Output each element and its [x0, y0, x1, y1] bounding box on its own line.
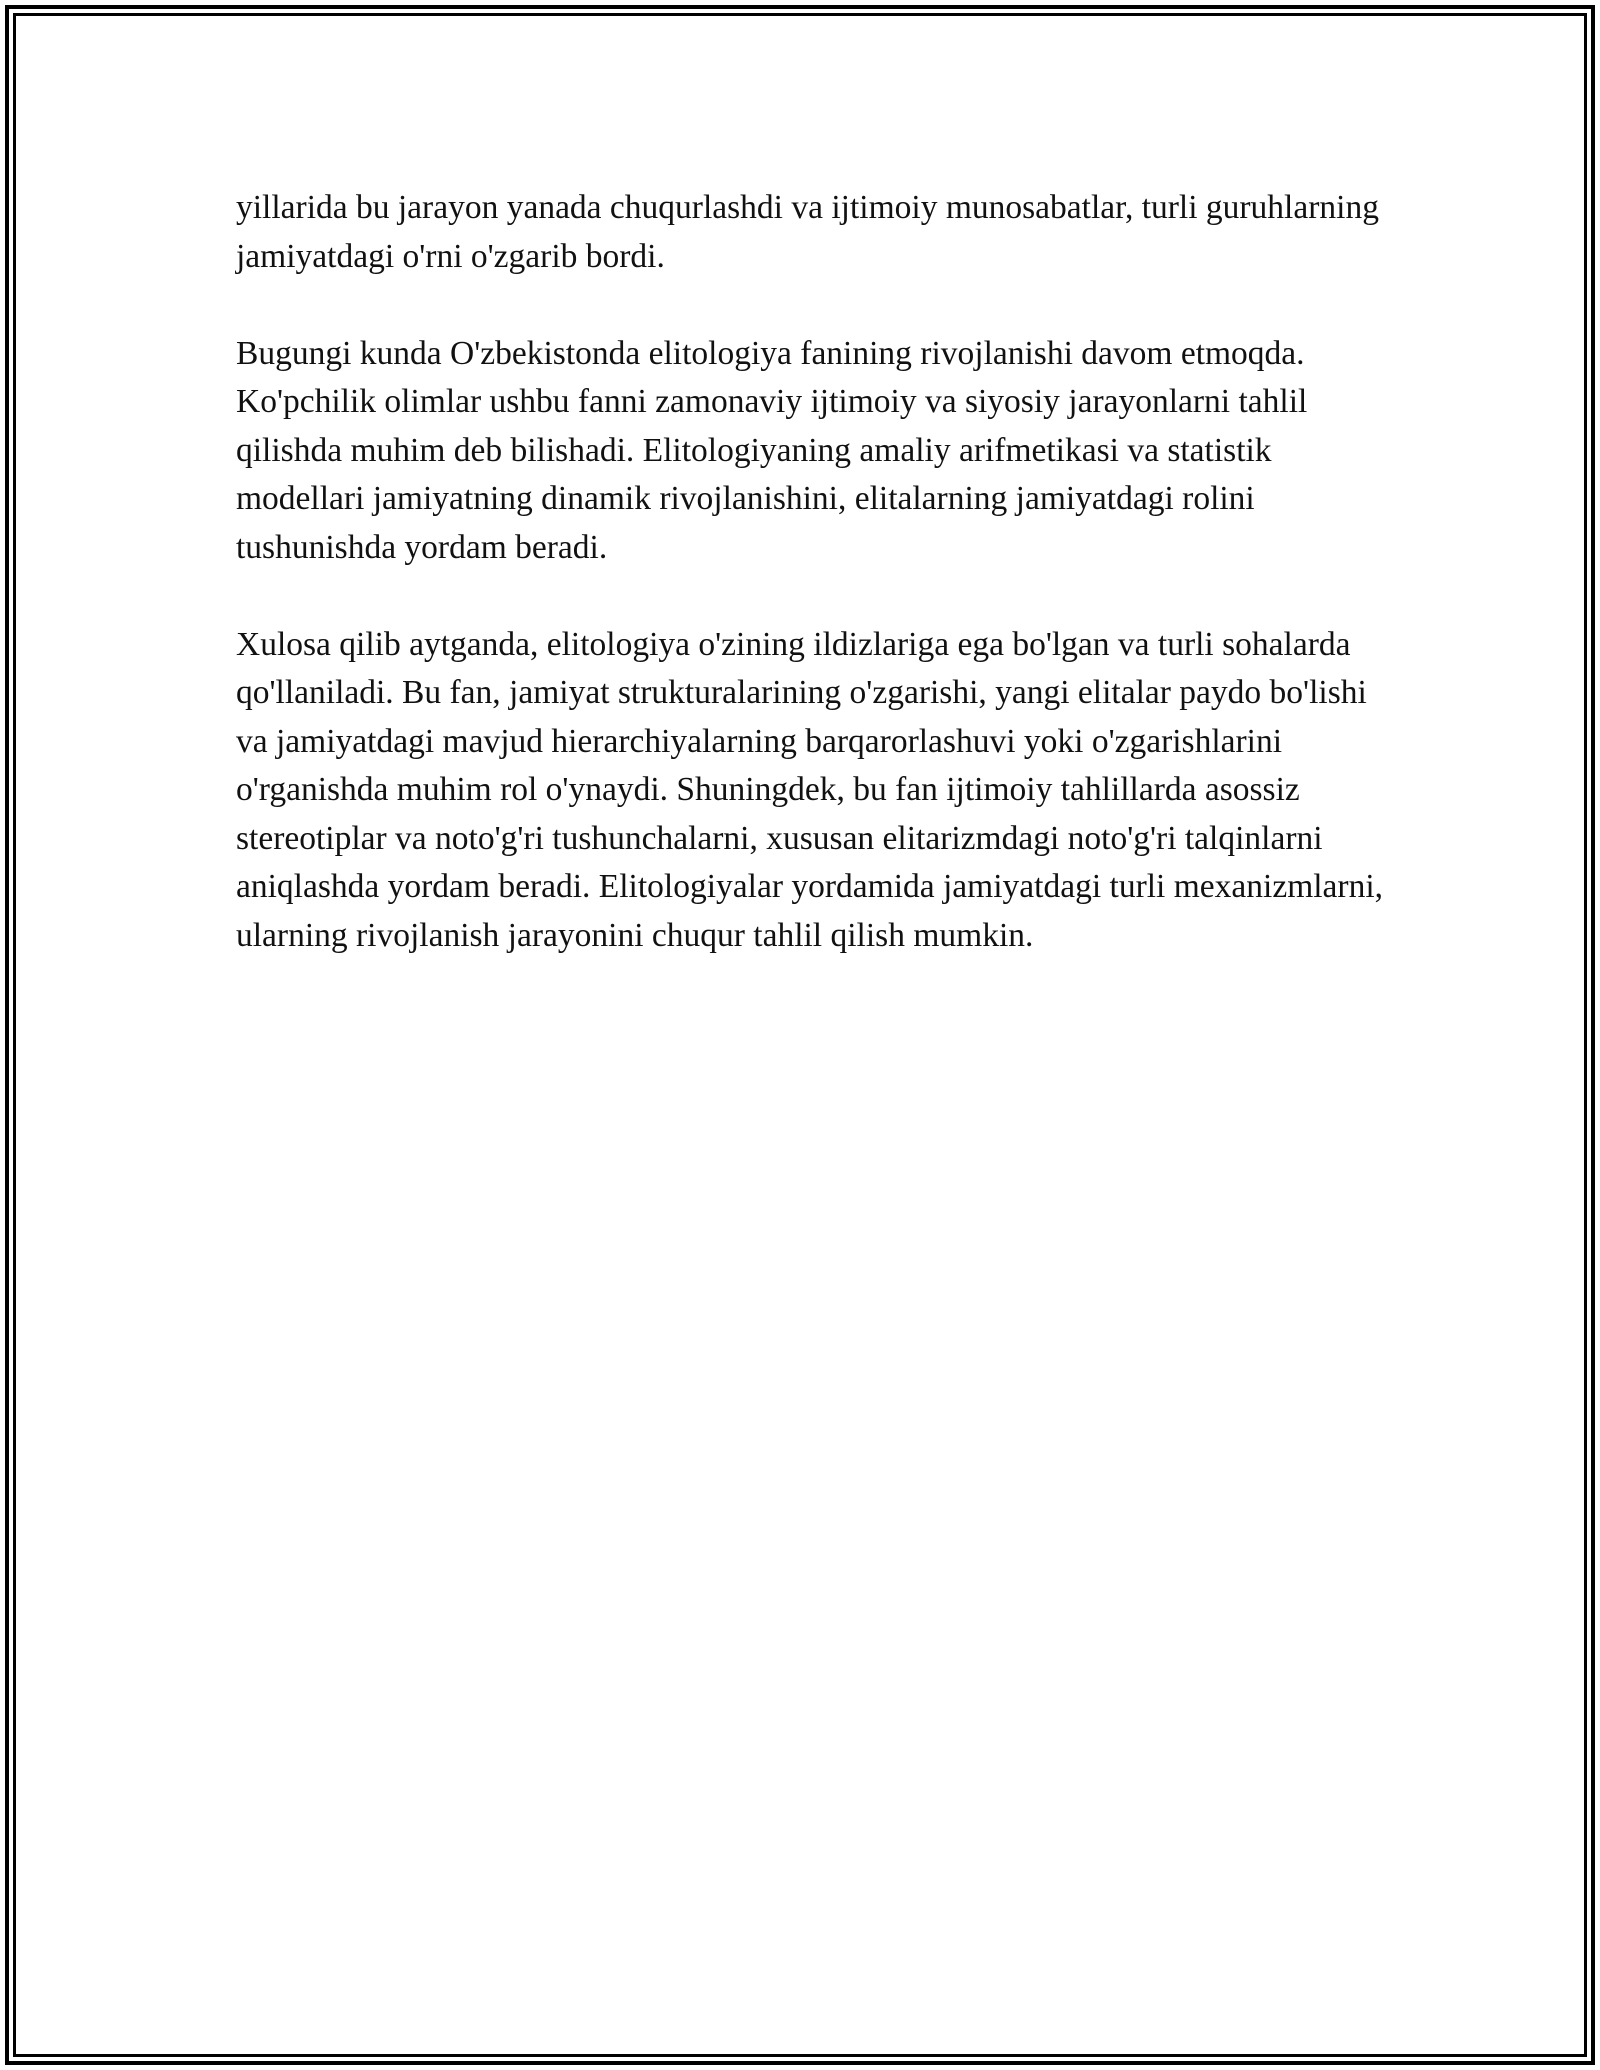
paragraph-2: Bugungi kunda O'zbekistonda elitologiya fanining rivojlanishi davom etmoqda. Ko'pchilik olimlar ushbu fanni zamonaviy ijtimoiy va siyosiy jarayonlarni tahlil qilishda muhim deb bilishadi. Elitologiyaning amaliy arifmetikasi va statistik modellari jamiyatning dinamik rivojlanishini, elitalarning jamiyatdagi rolini tushunishda yordam beradi. — [236, 334, 1308, 566]
document-body — [236, 184, 1386, 1009]
paragraph-1: yillarida bu jarayon yanada chuqurlashdi va ijtimoiy munosabatlar, turli guruhlarning jamiyatdagi o'rni o'zgarib bordi. — [236, 189, 1379, 275]
paragraph-3: Xulosa qilib aytganda, elitologiya o'zining ildizlariga ega bo'lgan va turli sohalarda qo'llaniladi. Bu fan, jamiyat strukturalarining o'zgarishi, yangi elitalar paydo bo'lishi va jamiyatdagi mavjud hierarchiyalarning barqarorlashuvi yoki o'zgarishlarini o'rganishda muhim rol o'ynaydi. Shuningdek, bu fan ijtimoiy tahlillarda asossiz stereotiplar va noto'g'ri tushunchalarni, xususan elitarizmdagi noto'g'ri talqinlarni aniqlashda yordam beradi. Elitologiyalar yordamida jamiyatdagi turli mexanizmlarni, ularning rivojlanish jarayonini chuqur tahlil qilish mumkin. — [236, 625, 1384, 954]
